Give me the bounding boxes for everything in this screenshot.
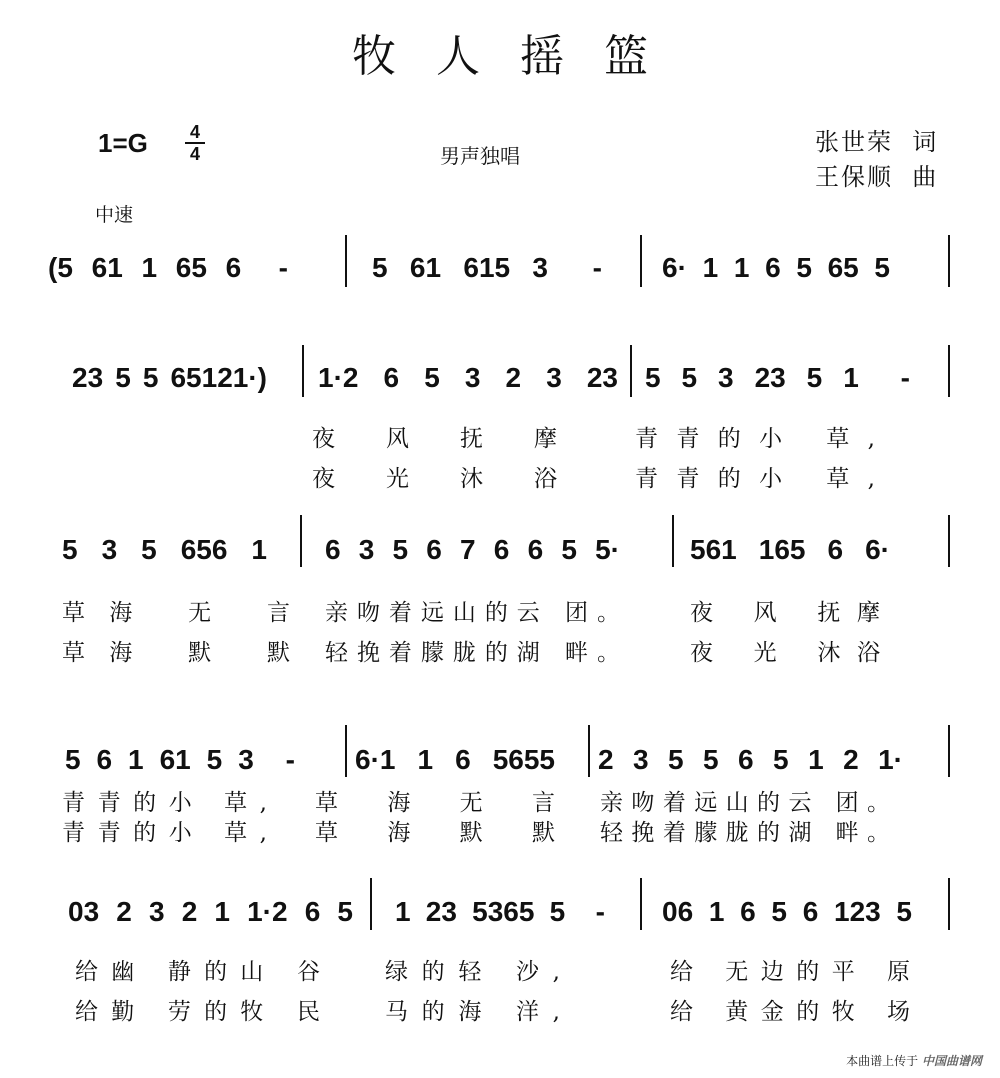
measure: 6 3 5 6 7 6 6 5 5· — [325, 534, 620, 565]
lyric-line: 绿的轻 沙, — [385, 959, 560, 985]
lyric-line: 给幽 静的山 谷 — [75, 959, 320, 985]
bar-line — [300, 515, 302, 567]
measure: (5 61 1 65 6 - — [48, 252, 288, 283]
time-signature — [185, 122, 205, 164]
measure: 561 165 6 6· — [690, 534, 890, 565]
bar-line — [345, 235, 347, 287]
lyric-line: 青青的小 草, — [62, 790, 267, 816]
bar-line — [640, 235, 642, 287]
measure: 2 3 5 5 6 5 1 2 1· — [598, 744, 903, 775]
bar-line — [640, 878, 642, 930]
bar-line — [948, 515, 950, 567]
bar-line — [672, 515, 674, 567]
bar-line — [948, 878, 950, 930]
measure: 23 5 5 65121·) — [72, 362, 267, 393]
bar-line — [345, 725, 347, 777]
composer-credit: 王保顺 曲 — [815, 163, 939, 191]
bar-line — [370, 878, 372, 930]
lyric-line: 轻挽着朦胧的湖 畔。 — [325, 640, 620, 666]
measure: 06 1 6 5 6 123 5 — [662, 896, 912, 927]
upload-footer — [846, 1052, 982, 1069]
measure: 6·1 1 6 5655 — [355, 744, 555, 775]
measure: 5 6 1 61 5 3 - — [65, 744, 295, 775]
bar-line — [948, 345, 950, 397]
lyric-line: 草 海 默 默 — [315, 820, 555, 846]
lyric-line: 草海 默 默 — [62, 640, 290, 666]
lyric-line: 亲吻着远山的云 团。 — [600, 790, 890, 816]
measure: 1 23 5365 5 - — [395, 896, 605, 927]
lyric-line: 给勤 劳的牧 民 — [75, 999, 320, 1025]
performance-type: 男声独唱 — [440, 144, 520, 168]
measure: 5 3 5 656 1 — [62, 534, 267, 565]
lyric-line: 马的海 洋, — [385, 999, 560, 1025]
lyricist-credit: 张世荣 词 — [815, 128, 939, 156]
measure: 6· 1 1 6 5 65 5 — [662, 252, 890, 283]
lyric-line: 亲吻着远山的云 团。 — [325, 600, 620, 626]
time-bottom: 4 — [189, 144, 200, 164]
bar-line — [588, 725, 590, 777]
tempo-marking: 中速 — [95, 204, 134, 226]
lyric-line: 轻挽着朦胧的湖 畔。 — [600, 820, 890, 846]
measure: 5 5 3 23 5 1 - — [645, 362, 910, 393]
lyric-line: 给 黄金的牧 场 — [670, 999, 910, 1025]
lyric-line: 青青的小 草, — [62, 820, 267, 846]
lyric-line: 青青的小 草, — [635, 426, 875, 452]
bar-line — [302, 345, 304, 397]
bar-line — [630, 345, 632, 397]
bar-line — [948, 235, 950, 287]
lyric-line: 夜 光 沐 浴 — [312, 466, 557, 492]
bar-line — [948, 725, 950, 777]
lyric-line: 夜 风 抚摩 — [690, 600, 880, 626]
measure: 5 61 615 3 - — [372, 252, 602, 283]
lyric-line: 夜 风 抚 摩 — [312, 426, 557, 452]
site-logo[interactable]: 中国曲谱网 — [921, 1054, 982, 1068]
lyric-line: 草 海 无 言 — [315, 790, 555, 816]
footer-text: 本曲谱上传于 — [846, 1054, 919, 1068]
measure: 03 2 3 2 1 1·2 6 5 — [68, 896, 353, 927]
lyric-line: 夜 光 沐浴 — [690, 640, 880, 666]
measure: 1·2 6 5 3 2 3 23 — [318, 362, 618, 393]
key-signature: 1=G — [98, 128, 148, 158]
lyric-line: 青青的小 草, — [635, 466, 875, 492]
time-top: 4 — [189, 122, 200, 142]
lyric-line: 草海 无 言 — [62, 600, 290, 626]
lyric-line: 给 无边的平 原 — [670, 959, 910, 985]
song-title: 牧人摇篮 — [352, 31, 688, 82]
